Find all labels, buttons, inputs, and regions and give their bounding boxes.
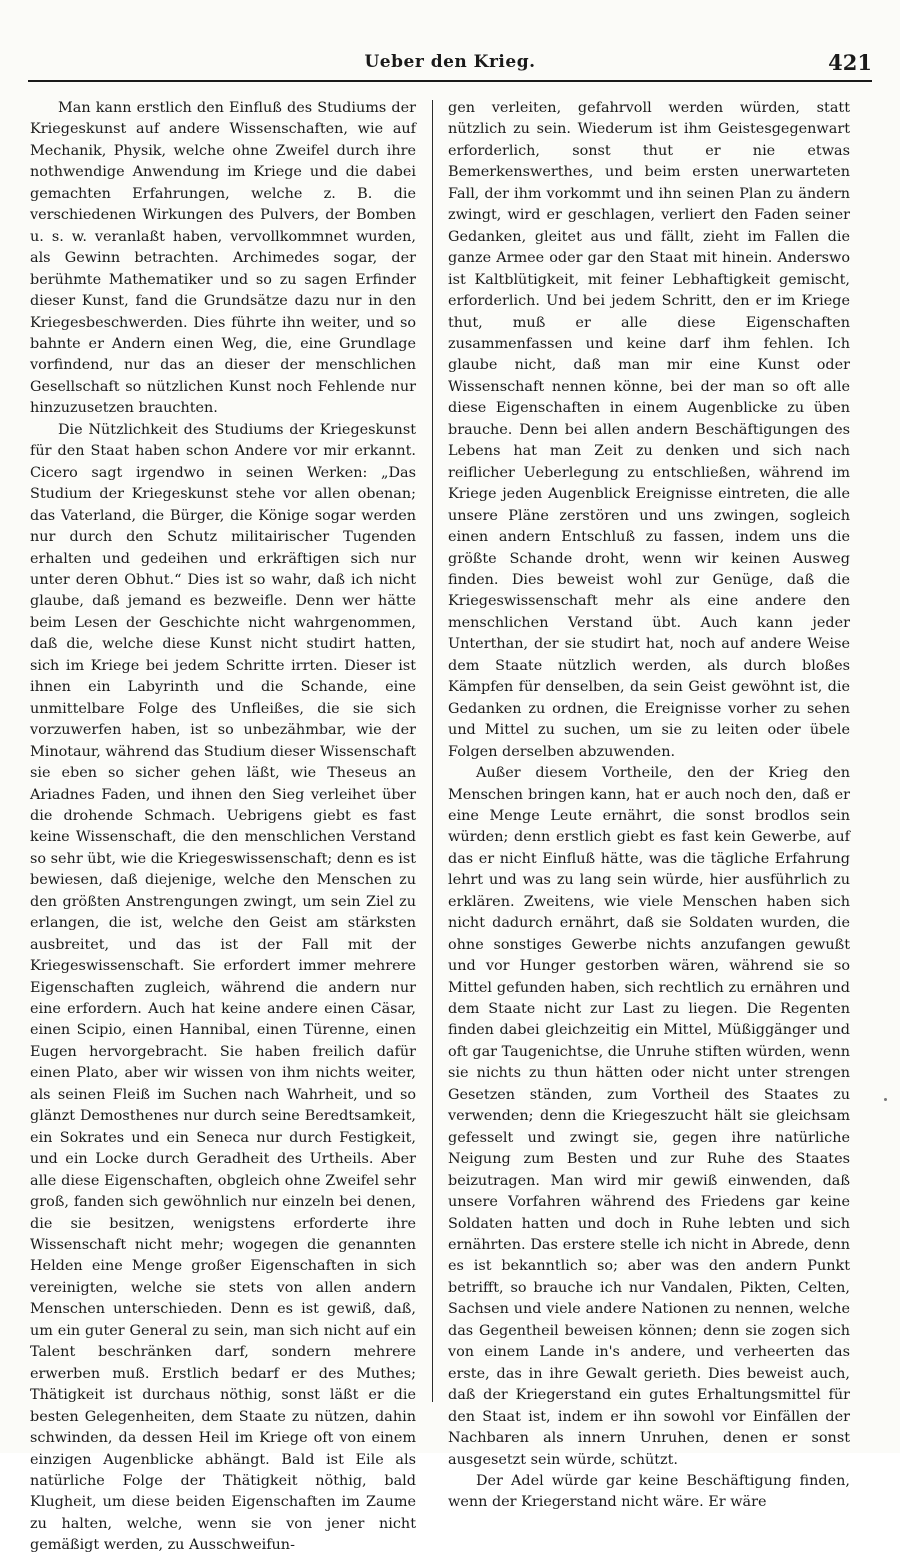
page-header [28, 52, 872, 86]
paragraph: Der Adel würde gar keine Beschäftigung finden, wenn der Kriegerstand nicht wäre. Er wäre [448, 1473, 850, 1511]
header-rule [28, 80, 872, 82]
running-head: Ueber den Krieg. [364, 52, 536, 72]
paragraph: Außer diesem Vortheile, den der Krieg den Menschen bringen kann, hat er auch noch den, daß er eine Menge Leute ernährt, die sonst brodlos sein würden; denn erstlich giebt es fast kein Gewerbe, auf das er nicht Einfluß hätte, was die tägliche Erfahrung lehrt und was zu lang sein würde, hier ausführlich zu erklären. Zweitens, wie viele Menschen haben sich nicht dadurch ernährt, daß sie Soldaten wurden, die ohne sonstiges Gewerbe nichts anzufangen gewußt und vor Hunger gestorben wären, während sie so Mittel gefunden haben, sich rechtlich zu ernähren und dem Staate nicht zur Last zu liegen. Die Regenten finden dabei gleichzeitig ein Mittel, Müßiggänger und oft gar Taugenichtse, die Unruhe stiften würden, wenn sie nichts zu thun hätten oder nicht unter strengen Gesetzen ständen, zum Vortheil des Staates zu verwenden; denn die Kriegeszucht hält sie gleichsam gefesselt und zwingt sie, gegen ihre natürliche Neigung zum Besten und zur Ruhe des Staates beizutragen. Man wird mir gewiß einwenden, daß unsere Vorfahren während des Friedens gar keine Soldaten hatten und doch in Ruhe lebten und sich ernährten. Das erstere stelle ich nicht in Abrede, denn es ist bekanntlich so; aber was den andern Punkt betrifft, so brauche ich nur Vandalen, Pikten, Celten, Sachsen und viele andere Nationen zu nennen, welche das Gegentheil beweisen können; denn sie zogen sich von einem Lande in's andere, und verheerten das erste, das in ihre Gewalt gerieth. Dies beweist auch, daß der Kriegerstand ein gutes Erhaltungsmittel für den Staat ist, indem er ihn sowohl vor Einfällen der Nachbaren als innern Unruhen, denen er sonst ausgesetzt sein würde, schützt. [448, 765, 850, 1468]
paragraph: gen verleiten, gefahrvoll werden würden, statt nützlich zu sein. Wiederum ist ihm Geistesgegenwart erforderlich, sonst thut er nie etwas Bemerkenswerthes, und beim ersten unerwarteten Fall, der ihm vorkommt und ihn seinen Plan zu ändern zwingt, wird er geschlagen, verliert den Faden seiner Gedanken, gleitet aus und fällt, zieht im Fallen die ganze Armee oder gar den Staat mit hinein. Anderswo ist Kaltblütigkeit, mit feiner Lebhaftigkeit gemischt, erforderlich. Und bei jedem Schritt, den er im Kriege thut, muß er alle diese Eigenschaften zusammenfassen und keine darf ihm fehlen. Ich glaube nicht, daß man mir eine Kunst oder Wissenschaft nennen könne, bei der man so oft alle diese Eigenschaften in einem Augenblicke zu üben brauche. Denn bei allen andern Beschäftigungen des Lebens hat man Zeit zu denken und sich nach reiflicher Ueberlegung zu entschließen, während im Kriege jeden Augenblick Ereignisse eintreten, die alle unsere Pläne zerstören und uns zwingen, sogleich einen andern Entschluß zu fassen, indem uns die größte Schande droht, wenn wir keinen Ausweg finden. Dies beweist wohl zur Genüge, daß die Kriegeswissenschaft mehr als eine andere den menschlichen Verstand übt. Auch kann jeder Unterthan, der sie studirt hat, noch auf andere Weise dem Staate nützlich werden, als durch bloßes Kämpfen für denselben, da sein Geist gewöhnt ist, die Gedanken zu ordnen, die Ereignisse vorher zu sehen und Mittel zu suchen, um sie zu leiten oder übele Folgen derselben abzuwenden. [448, 100, 850, 760]
page-number: 421 [828, 50, 872, 75]
ink-speck [884, 1098, 887, 1101]
column-divider [432, 100, 433, 1402]
left-column [30, 98, 416, 1557]
paragraph: Die Nützlichkeit des Studiums der Kriegeskunst für den Staat haben schon Andere vor mir erkannt. Cicero sagt irgendwo in seinen Werken: „Das Studium der Kriegeskunst stehe vor allen obenan; das Vaterland, die Bürger, die Könige sogar werden nur durch den Schutz militairischer Tugenden erhalten und gedeihen und erkräftigen sich nur unter deren Obhut.“ Dies ist so wahr, daß ich nicht glaube, daß jemand es bezweifle. Denn wer hätte beim Lesen der Geschichte nicht wahrgenommen, daß die, welche diese Kunst nicht studirt hatten, sich im Kriege bei jedem Schritte irrten. Dieser ist ihnen ein Labyrinth und die Schande, eine unmittelbare Folge des Unfleißes, die sie sich vorzuwerfen haben, ist so unbezähmbar, wie der Minotaur, während das Studium dieser Wissenschaft sie eben so sicher gehen läßt, wie Theseus an Ariadnes Faden, und ihnen den Sieg verleihet über die drohende Schmach. Uebrigens giebt es fast keine Wissenschaft, die den menschlichen Verstand so sehr übt, wie die Kriegeswissenschaft; denn es ist bewiesen, daß diejenige, welche den Menschen zu den größten Anstrengungen zwingt, um sein Ziel zu erlangen, die ist, welche den Geist am stärksten ausbreitet, und das ist der Fall mit der Kriegeswissenschaft. Sie erfordert immer mehrere Eigenschaften zugleich, während die andern nur eine erfordern. Auch hat keine andere einen Cäsar, einen Scipio, einen Hannibal, einen Türenne, einen Eugen hervorgebracht. Sie haben freilich dafür einen Plato, aber wir wissen von ihm nichts weiter, als seinen Fleiß im Suchen nach Wahrheit, und so glänzt Demosthenes nur durch seine Beredtsamkeit, ein Sokrates und ein Seneca nur durch Festigkeit, und ein Locke durch Geradheit des Urtheils. Aber alle diese Eigenschaften, obgleich ohne Zweifel sehr groß, fanden sich gewöhnlich nur einzeln bei denen, die sie besitzen, wenigstens erforderte ihre Wissenschaft nicht mehr; wogegen die genannten Helden eine Menge großer Eigenschaften in sich vereinigten, welche sie stets von allen andern Menschen unterschieden. Denn es ist gewiß, daß, um ein guter General zu sein, man sich nicht auf ein Talent beschränken darf, sondern mehrere erwerben muß. Erstlich bedarf er des Muthes; Thätigkeit ist durchaus nöthig, sonst läßt er die besten Gelegenheiten, dem Staate zu nützen, dahin schwinden, da dessen Heil im Kriege oft von einem einzigen Augenblicke abhängt. Bald ist Eile als natürliche Folge der Thätigkeit nöthig, bald Klugheit, um diese beiden Eigenschaften im Zaume zu halten, welche, wenn sie von jener nicht gemäßigt werden, zu Ausschweifun- [30, 421, 416, 1554]
paragraph: Man kann erstlich den Einfluß des Studiums der Kriegeskunst auf andere Wissenschaften, wie auf Mechanik, Physik, welche ohne Zweifel durch ihre nothwendige Anwendung im Kriege und die dabei gemachten Erfahrungen, welche z. B. die verschiedenen Wirkungen des Pulvers, der Bomben u. s. w. veranlaßt haben, vervollkommnet wurden, als Gewinn betrachten. Archimedes sogar, der berühmte Mathematiker und so zu sagen Erfinder dieser Kunst, fand die Grundsätze dazu nur in den Kriegesbeschwerden. Dies führte ihn weiter, und so bahnte er Andern einen Weg, die, eine Grundlage vorfindend, nur das an dieser der menschlichen Gesellschaft so nützlichen Kunst noch Fehlende nur hinzuzusetzen brauchten. [30, 100, 416, 417]
right-column [448, 98, 850, 1514]
